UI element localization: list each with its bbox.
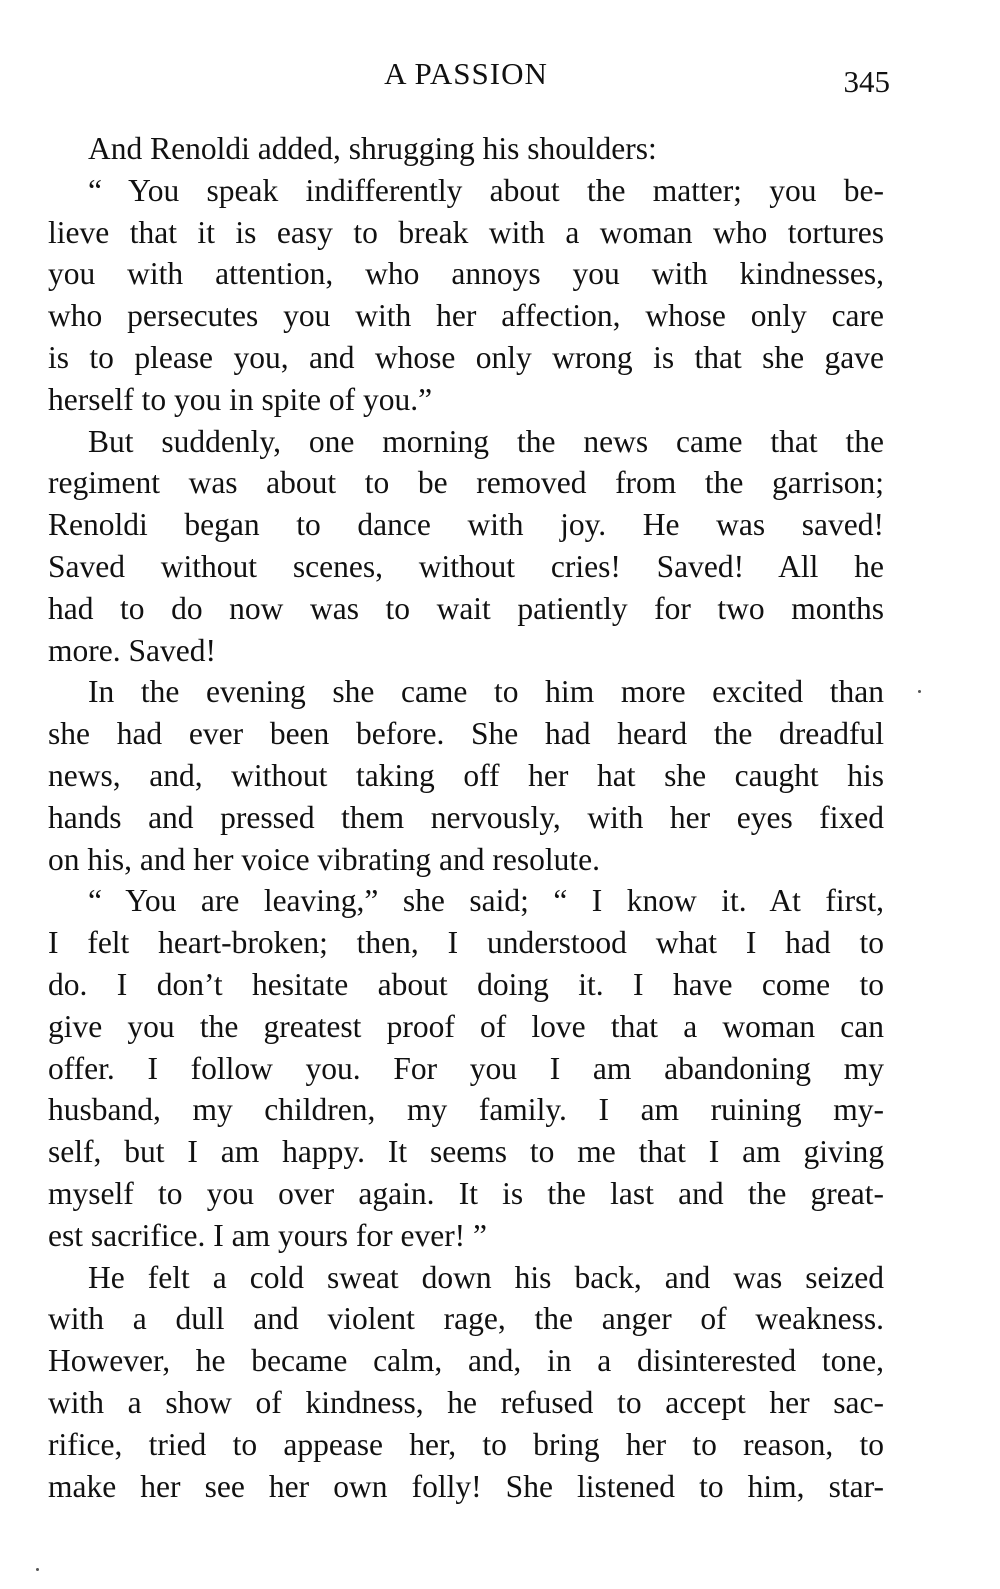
text-line: I felt heart-broken; then, I understood what I had to [48,925,884,961]
text-line: on his, and her voice vibrating and resolute. [48,841,600,877]
stray-ink-mark [918,690,921,693]
text-line: with a show of kindness, he refused to accept her sac- [48,1384,884,1420]
paragraph [48,880,884,1256]
text-line: offer. I follow you. For you I am abandoning my [48,1050,884,1086]
text-line: give you the greatest proof of love that a woman can [48,1008,884,1044]
stray-ink-mark [36,1568,39,1571]
text-line: In the evening she came to him more excited than [88,674,884,710]
text-line: Renoldi began to dance with joy. He was saved! [48,507,884,543]
text-line: Saved without scenes, without cries! Saved! All he [48,548,884,584]
text-line: herself to you in spite of you.” [48,381,433,417]
page-number: 345 [843,64,890,99]
paragraph [48,128,884,170]
paragraph [48,671,884,880]
text-line: est sacrifice. I am yours for ever! ” [48,1217,488,1253]
text-line: who persecutes you with her affection, whose only care [48,298,884,334]
text-line: she had ever been before. She had heard the dreadful [48,716,884,752]
text-line: with a dull and violent rage, the anger of weakness. [48,1301,884,1337]
text-line: is to please you, and whose only wrong is that she gave [48,339,884,375]
text-line: husband, my children, my family. I am ruining my- [48,1092,884,1128]
text-line: myself to you over again. It is the last and the great- [48,1175,884,1211]
text-line: “ You speak indifferently about the matter; you be- [88,172,884,208]
text-line: do. I don’t hesitate about doing it. I have come to [48,966,884,1002]
text-line: had to do now was to wait patiently for two months [48,590,884,626]
book-page [48,50,890,1507]
paragraph [48,421,884,672]
text-line: hands and pressed them nervously, with her eyes fixed [48,799,884,835]
body-text [48,128,884,1507]
text-line: self, but I am happy. It seems to me that I am giving [48,1134,884,1170]
text-line: He felt a cold sweat down his back, and was seized [88,1259,884,1295]
text-line: “ You are leaving,” she said; “ I know it. At first, [88,883,884,919]
text-line: more. Saved! [48,632,216,668]
paragraph [48,170,884,421]
text-line: rifice, tried to appease her, to bring her to reason, to [48,1426,884,1462]
text-line: And Renoldi added, shrugging his shoulders: [88,131,657,166]
text-line: you with attention, who annoys you with kindnesses, [48,256,884,292]
text-line: lieve that it is easy to break with a woman who tortures [48,214,884,250]
text-line: news, and, without taking off her hat she caught his [48,757,884,793]
text-line: make her see her own folly! She listened to him, star- [48,1468,884,1504]
paragraph [48,1257,884,1508]
text-line: However, he became calm, and, in a disinterested tone, [48,1343,884,1379]
running-title: A PASSION [384,56,548,91]
text-line: regiment was about to be removed from the garrison; [48,465,884,501]
text-line: But suddenly, one morning the news came that the [88,423,884,459]
running-head [48,50,890,110]
